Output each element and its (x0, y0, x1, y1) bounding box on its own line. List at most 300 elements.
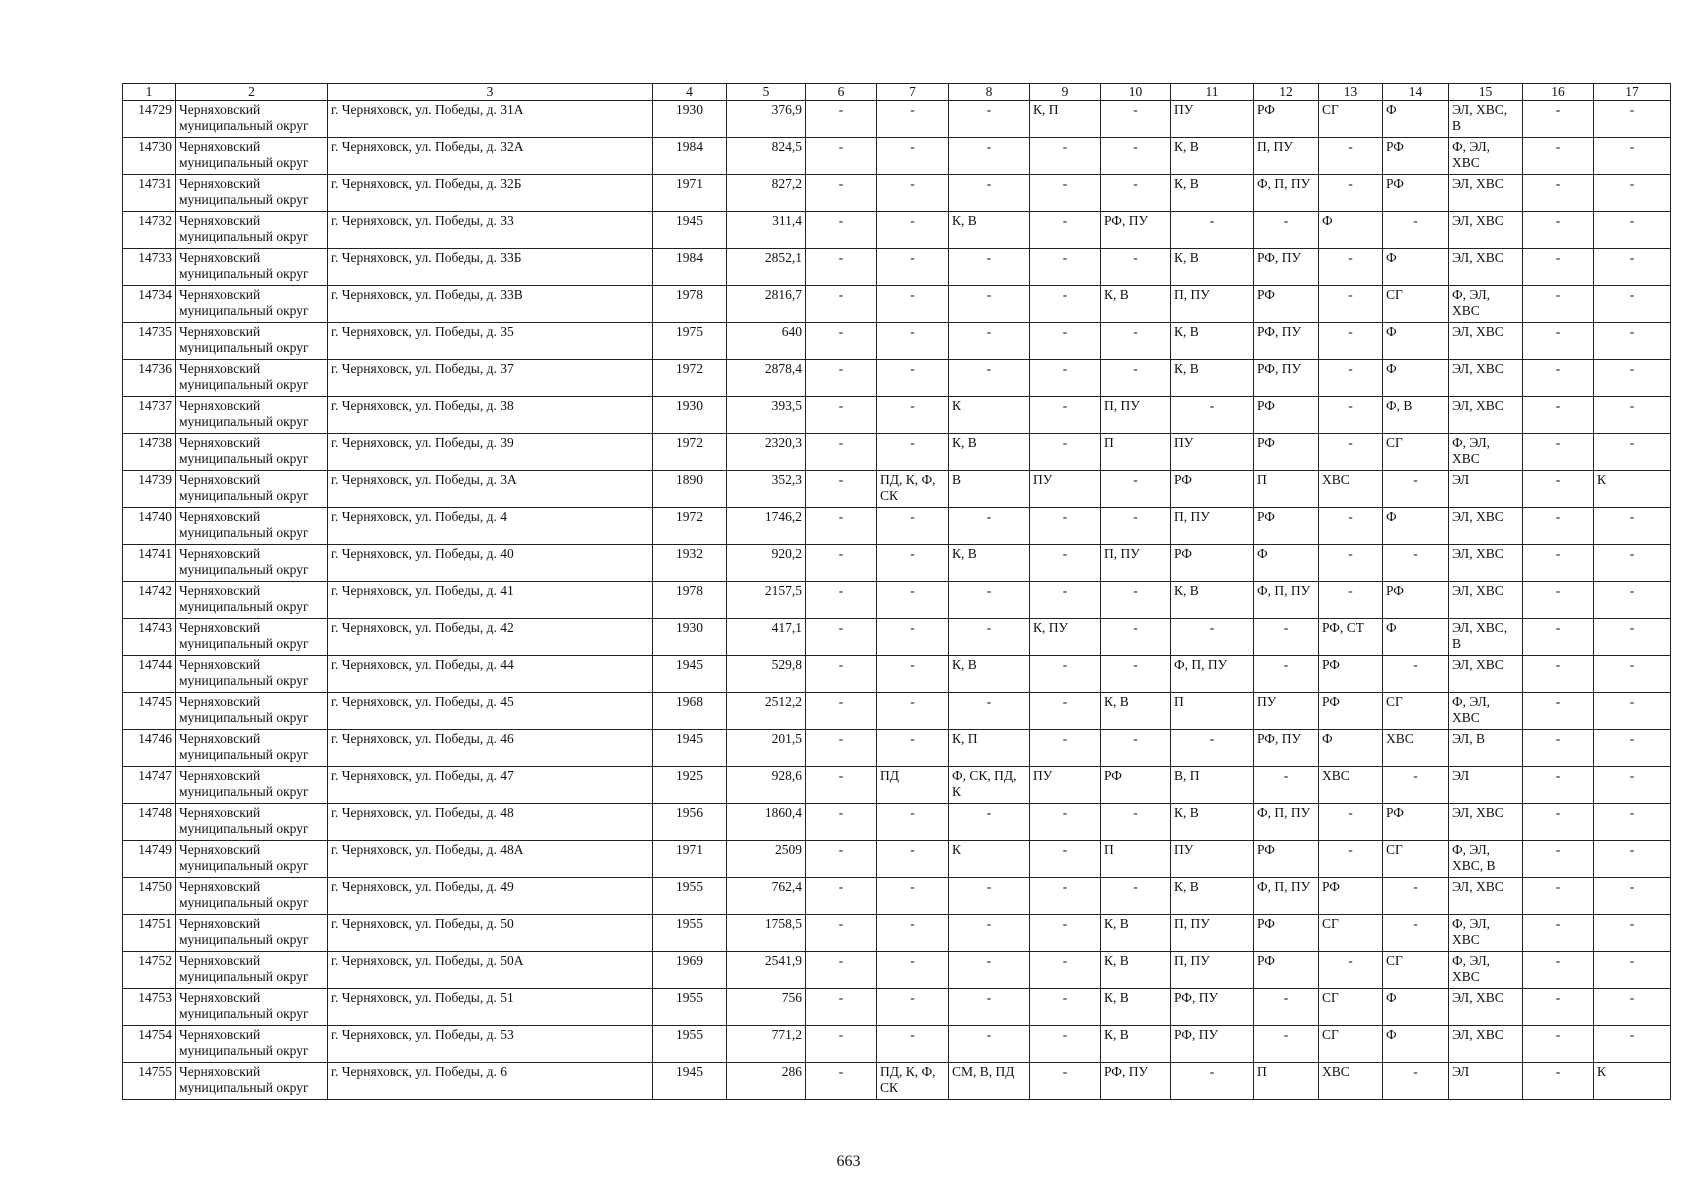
table-cell-col-2: Черняховский муниципальный округ (176, 841, 328, 878)
table-cell-col-2: Черняховский муниципальный округ (176, 915, 328, 952)
table-cell-col-9: - (1030, 915, 1101, 952)
table-cell-col-6: - (806, 286, 877, 323)
table-cell-col-12: РФ (1254, 434, 1319, 471)
table-cell-col-17: - (1594, 545, 1671, 582)
table-cell-col-14: СГ (1383, 286, 1449, 323)
column-header-12: 12 (1254, 84, 1319, 101)
table-cell-col-8: - (949, 1026, 1030, 1063)
table-cell-col-17: - (1594, 323, 1671, 360)
table-cell-col-14: - (1383, 545, 1449, 582)
table-cell-col-17: - (1594, 138, 1671, 175)
table-cell-col-4: 1945 (653, 730, 727, 767)
table-cell-col-11: К, В (1171, 175, 1254, 212)
table-cell-col-1: 14734 (123, 286, 176, 323)
table-cell-col-7: - (877, 138, 949, 175)
table-cell-col-15: ЭЛ, ХВС (1449, 989, 1523, 1026)
table-cell-col-6: - (806, 434, 877, 471)
table-cell-col-4: 1945 (653, 656, 727, 693)
table-cell-col-8: - (949, 286, 1030, 323)
table-row (123, 138, 1671, 175)
table-cell-col-5: 352,3 (727, 471, 806, 508)
table-cell-col-13: РФ (1319, 656, 1383, 693)
table-cell-col-6: - (806, 730, 877, 767)
table-cell-col-16: - (1523, 397, 1594, 434)
table-cell-col-5: 824,5 (727, 138, 806, 175)
table-cell-col-1: 14738 (123, 434, 176, 471)
data-table (122, 83, 1671, 1100)
table-cell-col-3: г. Черняховск, ул. Победы, д. 48А (328, 841, 653, 878)
table-cell-col-12: РФ (1254, 841, 1319, 878)
table-cell-col-10: - (1101, 619, 1171, 656)
table-cell-col-17: - (1594, 434, 1671, 471)
table-cell-col-14: РФ (1383, 138, 1449, 175)
table-cell-col-6: - (806, 656, 877, 693)
table-cell-col-5: 920,2 (727, 545, 806, 582)
table-cell-col-8: - (949, 952, 1030, 989)
table-cell-col-3: г. Черняховск, ул. Победы, д. 4 (328, 508, 653, 545)
table-cell-col-10: - (1101, 323, 1171, 360)
table-cell-col-11: В, П (1171, 767, 1254, 804)
table-cell-col-11: К, В (1171, 138, 1254, 175)
table-cell-col-4: 1890 (653, 471, 727, 508)
table-cell-col-17: - (1594, 952, 1671, 989)
table-cell-col-8: Ф, СК, ПД, К (949, 767, 1030, 804)
table-cell-col-1: 14744 (123, 656, 176, 693)
column-header-7: 7 (877, 84, 949, 101)
table-cell-col-7: - (877, 989, 949, 1026)
table-cell-col-8: СМ, В, ПД (949, 1063, 1030, 1100)
table-cell-col-9: К, ПУ (1030, 619, 1101, 656)
table-cell-col-17: - (1594, 286, 1671, 323)
table-cell-col-5: 762,4 (727, 878, 806, 915)
table-cell-col-16: - (1523, 545, 1594, 582)
table-cell-col-17: - (1594, 878, 1671, 915)
table-row (123, 878, 1671, 915)
table-cell-col-13: - (1319, 508, 1383, 545)
table-cell-col-11: РФ (1171, 545, 1254, 582)
table-cell-col-7: ПД (877, 767, 949, 804)
table-cell-col-9: - (1030, 1026, 1101, 1063)
table-cell-col-5: 1860,4 (727, 804, 806, 841)
table-cell-col-14: РФ (1383, 175, 1449, 212)
table-cell-col-3: г. Черняховск, ул. Победы, д. 35 (328, 323, 653, 360)
table-cell-col-12: Ф, П, ПУ (1254, 804, 1319, 841)
table-cell-col-15: Ф, ЭЛ, ХВС (1449, 434, 1523, 471)
table-cell-col-11: ПУ (1171, 434, 1254, 471)
table-cell-col-1: 14751 (123, 915, 176, 952)
table-cell-col-14: ХВС (1383, 730, 1449, 767)
table-cell-col-14: - (1383, 1063, 1449, 1100)
table-cell-col-4: 1930 (653, 101, 727, 138)
table-cell-col-12: П (1254, 1063, 1319, 1100)
table-cell-col-8: - (949, 508, 1030, 545)
table-cell-col-4: 1945 (653, 212, 727, 249)
table-cell-col-14: - (1383, 915, 1449, 952)
table-cell-col-4: 1932 (653, 545, 727, 582)
table-cell-col-16: - (1523, 138, 1594, 175)
table-cell-col-8: К, В (949, 545, 1030, 582)
table-row (123, 471, 1671, 508)
table-cell-col-11: П, ПУ (1171, 915, 1254, 952)
table-cell-col-4: 1971 (653, 841, 727, 878)
table-cell-col-4: 1955 (653, 1026, 727, 1063)
table-cell-col-2: Черняховский муниципальный округ (176, 286, 328, 323)
table-cell-col-17: - (1594, 804, 1671, 841)
table-cell-col-17: - (1594, 397, 1671, 434)
table-cell-col-6: - (806, 693, 877, 730)
table-cell-col-11: - (1171, 397, 1254, 434)
table-cell-col-6: - (806, 1063, 877, 1100)
table-cell-col-17: - (1594, 619, 1671, 656)
table-cell-col-10: К, В (1101, 693, 1171, 730)
table-cell-col-11: РФ, ПУ (1171, 1026, 1254, 1063)
table-cell-col-11: - (1171, 212, 1254, 249)
table-row (123, 323, 1671, 360)
table-cell-col-5: 311,4 (727, 212, 806, 249)
table-cell-col-6: - (806, 1026, 877, 1063)
table-cell-col-9: - (1030, 582, 1101, 619)
table-cell-col-1: 14748 (123, 804, 176, 841)
table-cell-col-7: - (877, 175, 949, 212)
table-cell-col-7: - (877, 545, 949, 582)
table-cell-col-9: - (1030, 545, 1101, 582)
table-cell-col-17: - (1594, 249, 1671, 286)
table-cell-col-10: РФ, ПУ (1101, 212, 1171, 249)
table-cell-col-3: г. Черняховск, ул. Победы, д. 51 (328, 989, 653, 1026)
table-cell-col-4: 1945 (653, 1063, 727, 1100)
table-cell-col-6: - (806, 841, 877, 878)
table-cell-col-16: - (1523, 1063, 1594, 1100)
table-cell-col-17: - (1594, 1026, 1671, 1063)
table-cell-col-6: - (806, 323, 877, 360)
table-cell-col-3: г. Черняховск, ул. Победы, д. 42 (328, 619, 653, 656)
table-cell-col-16: - (1523, 508, 1594, 545)
table-cell-col-12: Ф, П, ПУ (1254, 878, 1319, 915)
table-cell-col-3: г. Черняховск, ул. Победы, д. 46 (328, 730, 653, 767)
table-cell-col-6: - (806, 508, 877, 545)
table-cell-col-17: - (1594, 656, 1671, 693)
table-cell-col-15: ЭЛ, ХВС (1449, 804, 1523, 841)
table-cell-col-15: ЭЛ, ХВС (1449, 878, 1523, 915)
table-cell-col-6: - (806, 619, 877, 656)
table-cell-col-10: - (1101, 582, 1171, 619)
table-cell-col-4: 1930 (653, 397, 727, 434)
table-cell-col-14: - (1383, 878, 1449, 915)
table-cell-col-2: Черняховский муниципальный округ (176, 397, 328, 434)
table-cell-col-5: 393,5 (727, 397, 806, 434)
table-cell-col-6: - (806, 989, 877, 1026)
table-cell-col-1: 14745 (123, 693, 176, 730)
table-cell-col-10: РФ (1101, 767, 1171, 804)
table-cell-col-4: 1984 (653, 249, 727, 286)
table-cell-col-7: - (877, 693, 949, 730)
table-cell-col-12: РФ (1254, 915, 1319, 952)
table-cell-col-9: - (1030, 730, 1101, 767)
table-cell-col-4: 1968 (653, 693, 727, 730)
table-cell-col-3: г. Черняховск, ул. Победы, д. 41 (328, 582, 653, 619)
table-cell-col-7: - (877, 952, 949, 989)
table-cell-col-14: - (1383, 767, 1449, 804)
table-cell-col-15: Ф, ЭЛ, ХВС (1449, 693, 1523, 730)
table-cell-col-6: - (806, 545, 877, 582)
table-cell-col-10: К, В (1101, 1026, 1171, 1063)
table-cell-col-13: - (1319, 323, 1383, 360)
table-cell-col-10: К, В (1101, 989, 1171, 1026)
table-cell-col-3: г. Черняховск, ул. Победы, д. 33 (328, 212, 653, 249)
table-cell-col-13: СГ (1319, 915, 1383, 952)
table-cell-col-14: - (1383, 471, 1449, 508)
table-cell-col-9: - (1030, 323, 1101, 360)
table-cell-col-5: 2157,5 (727, 582, 806, 619)
table-cell-col-13: - (1319, 286, 1383, 323)
table-cell-col-12: - (1254, 1026, 1319, 1063)
table-cell-col-5: 201,5 (727, 730, 806, 767)
table-cell-col-2: Черняховский муниципальный округ (176, 360, 328, 397)
table-cell-col-14: Ф (1383, 323, 1449, 360)
table-cell-col-12: - (1254, 767, 1319, 804)
table-cell-col-12: РФ (1254, 952, 1319, 989)
table-cell-col-12: РФ (1254, 397, 1319, 434)
table-cell-col-9: - (1030, 989, 1101, 1026)
table-cell-col-7: - (877, 212, 949, 249)
table-cell-col-10: К, В (1101, 286, 1171, 323)
table-cell-col-7: - (877, 619, 949, 656)
table-cell-col-16: - (1523, 693, 1594, 730)
table-row (123, 952, 1671, 989)
table-cell-col-10: - (1101, 471, 1171, 508)
column-header-6: 6 (806, 84, 877, 101)
table-cell-col-6: - (806, 767, 877, 804)
table-cell-col-17: - (1594, 989, 1671, 1026)
table-cell-col-11: ПУ (1171, 101, 1254, 138)
column-header-11: 11 (1171, 84, 1254, 101)
table-cell-col-17: - (1594, 841, 1671, 878)
column-header-1: 1 (123, 84, 176, 101)
table-cell-col-2: Черняховский муниципальный округ (176, 767, 328, 804)
table-row (123, 545, 1671, 582)
table-cell-col-14: Ф (1383, 508, 1449, 545)
table-cell-col-10: К, В (1101, 915, 1171, 952)
table-cell-col-10: - (1101, 101, 1171, 138)
table-cell-col-16: - (1523, 1026, 1594, 1063)
table-cell-col-14: Ф (1383, 360, 1449, 397)
table-cell-col-17: - (1594, 582, 1671, 619)
table-cell-col-2: Черняховский муниципальный округ (176, 101, 328, 138)
table-cell-col-16: - (1523, 804, 1594, 841)
table-cell-col-13: - (1319, 397, 1383, 434)
table-cell-col-12: Ф, П, ПУ (1254, 175, 1319, 212)
table-cell-col-16: - (1523, 656, 1594, 693)
table-cell-col-16: - (1523, 212, 1594, 249)
table-cell-col-2: Черняховский муниципальный округ (176, 1063, 328, 1100)
table-cell-col-17: К (1594, 1063, 1671, 1100)
table-cell-col-9: - (1030, 804, 1101, 841)
column-header-13: 13 (1319, 84, 1383, 101)
table-cell-col-8: - (949, 249, 1030, 286)
table-cell-col-8: - (949, 878, 1030, 915)
table-cell-col-15: ЭЛ, ХВС (1449, 249, 1523, 286)
table-cell-col-5: 827,2 (727, 175, 806, 212)
table-cell-col-7: - (877, 582, 949, 619)
table-cell-col-2: Черняховский муниципальный округ (176, 471, 328, 508)
table-cell-col-16: - (1523, 175, 1594, 212)
table-cell-col-4: 1969 (653, 952, 727, 989)
table-cell-col-10: П (1101, 841, 1171, 878)
table-cell-col-16: - (1523, 619, 1594, 656)
table-cell-col-1: 14753 (123, 989, 176, 1026)
table-cell-col-13: - (1319, 952, 1383, 989)
table-cell-col-10: П, ПУ (1101, 545, 1171, 582)
table-cell-col-16: - (1523, 989, 1594, 1026)
table-cell-col-1: 14749 (123, 841, 176, 878)
table-cell-col-10: - (1101, 138, 1171, 175)
table-row (123, 730, 1671, 767)
table-cell-col-13: - (1319, 249, 1383, 286)
table-cell-col-9: - (1030, 841, 1101, 878)
table-cell-col-8: К (949, 841, 1030, 878)
table-cell-col-6: - (806, 101, 877, 138)
table-cell-col-15: ЭЛ (1449, 1063, 1523, 1100)
table-cell-col-2: Черняховский муниципальный округ (176, 212, 328, 249)
table-cell-col-3: г. Черняховск, ул. Победы, д. 53 (328, 1026, 653, 1063)
table-cell-col-1: 14731 (123, 175, 176, 212)
table-cell-col-10: РФ, ПУ (1101, 1063, 1171, 1100)
table-cell-col-2: Черняховский муниципальный округ (176, 693, 328, 730)
table-cell-col-4: 1975 (653, 323, 727, 360)
table-row (123, 804, 1671, 841)
table-row (123, 286, 1671, 323)
table-cell-col-12: - (1254, 656, 1319, 693)
table-cell-col-10: - (1101, 878, 1171, 915)
table-cell-col-15: Ф, ЭЛ, ХВС (1449, 286, 1523, 323)
table-cell-col-12: РФ, ПУ (1254, 730, 1319, 767)
table-cell-col-1: 14735 (123, 323, 176, 360)
table-cell-col-5: 2852,1 (727, 249, 806, 286)
table-cell-col-12: П (1254, 471, 1319, 508)
table-cell-col-15: Ф, ЭЛ, ХВС (1449, 915, 1523, 952)
table-cell-col-5: 376,9 (727, 101, 806, 138)
table-row (123, 915, 1671, 952)
table-cell-col-15: ЭЛ, ХВС (1449, 323, 1523, 360)
table-cell-col-2: Черняховский муниципальный округ (176, 434, 328, 471)
table-cell-col-9: - (1030, 878, 1101, 915)
table-cell-col-14: СГ (1383, 952, 1449, 989)
table-cell-col-1: 14729 (123, 101, 176, 138)
table-row (123, 101, 1671, 138)
table-cell-col-6: - (806, 212, 877, 249)
table-cell-col-11: П, ПУ (1171, 286, 1254, 323)
table-cell-col-6: - (806, 915, 877, 952)
table-cell-col-15: ЭЛ, ХВС (1449, 508, 1523, 545)
table-cell-col-15: ЭЛ, В (1449, 730, 1523, 767)
table-cell-col-11: К, В (1171, 249, 1254, 286)
table-cell-col-7: - (877, 434, 949, 471)
page-number: 663 (836, 1153, 861, 1170)
table-row (123, 212, 1671, 249)
table-cell-col-11: - (1171, 1063, 1254, 1100)
table-cell-col-7: - (877, 1026, 949, 1063)
table-cell-col-6: - (806, 138, 877, 175)
table-cell-col-17: - (1594, 212, 1671, 249)
table-cell-col-8: - (949, 360, 1030, 397)
table-cell-col-7: - (877, 656, 949, 693)
table-row (123, 1063, 1671, 1100)
table-cell-col-1: 14740 (123, 508, 176, 545)
table-cell-col-10: - (1101, 175, 1171, 212)
table-cell-col-9: - (1030, 693, 1101, 730)
table-cell-col-14: Ф (1383, 249, 1449, 286)
table-cell-col-5: 2512,2 (727, 693, 806, 730)
table-cell-col-16: - (1523, 471, 1594, 508)
table-cell-col-10: - (1101, 360, 1171, 397)
table-cell-col-6: - (806, 360, 877, 397)
table-cell-col-7: - (877, 323, 949, 360)
table-cell-col-5: 1746,2 (727, 508, 806, 545)
table-cell-col-1: 14754 (123, 1026, 176, 1063)
table-cell-col-3: г. Черняховск, ул. Победы, д. 50А (328, 952, 653, 989)
table-row (123, 397, 1671, 434)
table-cell-col-1: 14752 (123, 952, 176, 989)
table-cell-col-2: Черняховский муниципальный округ (176, 138, 328, 175)
table-cell-col-15: Ф, ЭЛ, ХВС (1449, 138, 1523, 175)
table-cell-col-1: 14733 (123, 249, 176, 286)
table-cell-col-10: К, В (1101, 952, 1171, 989)
table-cell-col-5: 2509 (727, 841, 806, 878)
table-cell-col-4: 1955 (653, 989, 727, 1026)
table-cell-col-3: г. Черняховск, ул. Победы, д. 31А (328, 101, 653, 138)
table-cell-col-5: 1758,5 (727, 915, 806, 952)
table-cell-col-3: г. Черняховск, ул. Победы, д. 39 (328, 434, 653, 471)
table-row (123, 619, 1671, 656)
table-cell-col-9: - (1030, 249, 1101, 286)
column-header-9: 9 (1030, 84, 1101, 101)
table-cell-col-6: - (806, 952, 877, 989)
table-cell-col-9: - (1030, 656, 1101, 693)
column-header-10: 10 (1101, 84, 1171, 101)
table-cell-col-9: - (1030, 397, 1101, 434)
table-cell-col-4: 1984 (653, 138, 727, 175)
table-cell-col-13: ХВС (1319, 1063, 1383, 1100)
table-cell-col-9: - (1030, 286, 1101, 323)
table-cell-col-2: Черняховский муниципальный округ (176, 1026, 328, 1063)
table-cell-col-3: г. Черняховск, ул. Победы, д. 48 (328, 804, 653, 841)
column-header-5: 5 (727, 84, 806, 101)
table-cell-col-8: К, В (949, 434, 1030, 471)
table-cell-col-13: РФ (1319, 878, 1383, 915)
table-cell-col-11: ПУ (1171, 841, 1254, 878)
table-cell-col-2: Черняховский муниципальный округ (176, 989, 328, 1026)
table-cell-col-9: - (1030, 138, 1101, 175)
table-cell-col-3: г. Черняховск, ул. Победы, д. 38 (328, 397, 653, 434)
table-row (123, 693, 1671, 730)
table-row (123, 249, 1671, 286)
table-cell-col-2: Черняховский муниципальный округ (176, 656, 328, 693)
table-cell-col-15: ЭЛ, ХВС (1449, 397, 1523, 434)
table-cell-col-16: - (1523, 249, 1594, 286)
table-cell-col-16: - (1523, 360, 1594, 397)
table-cell-col-14: - (1383, 212, 1449, 249)
table-cell-col-8: - (949, 804, 1030, 841)
table-cell-col-11: П (1171, 693, 1254, 730)
table-cell-col-5: 286 (727, 1063, 806, 1100)
table-cell-col-9: ПУ (1030, 767, 1101, 804)
table-cell-col-2: Черняховский муниципальный округ (176, 952, 328, 989)
table-cell-col-13: - (1319, 138, 1383, 175)
table-cell-col-8: В (949, 471, 1030, 508)
table-cell-col-5: 928,6 (727, 767, 806, 804)
table-cell-col-1: 14730 (123, 138, 176, 175)
table-cell-col-2: Черняховский муниципальный округ (176, 175, 328, 212)
